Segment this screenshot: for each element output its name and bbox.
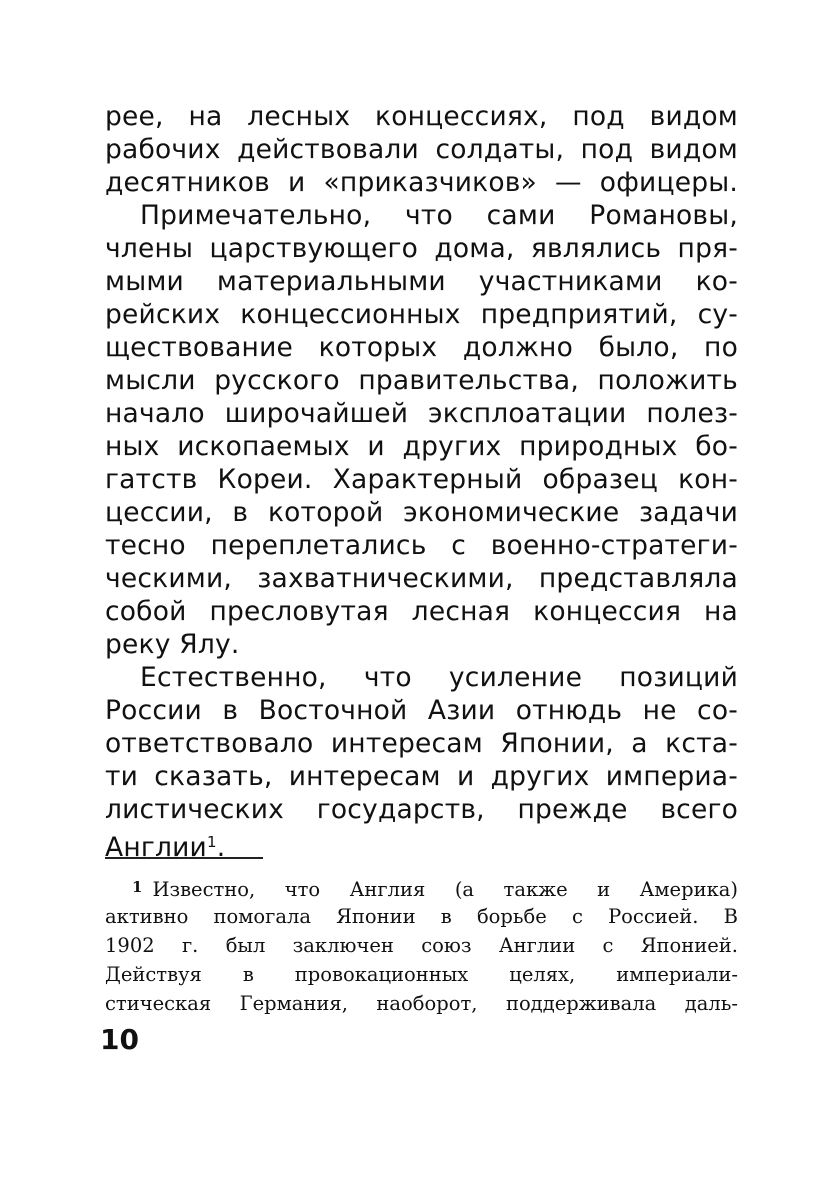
text-line: ществование которых должно было, по	[105, 332, 738, 363]
text-fragment: Англии	[105, 832, 207, 863]
text-line: мысли русского правительства, положить	[105, 365, 738, 396]
text-line: члены царствующего дома, являлись пря-	[105, 233, 738, 264]
footnote-line	[132, 873, 738, 902]
footnote-line: активно помогала Японии в борьбе с Россией. В	[105, 905, 738, 928]
text-line: реку Ялу.	[105, 629, 240, 660]
paragraph-start: Естественно, что усиление позиций	[140, 662, 738, 693]
footnote-reference[interactable]: 1	[206, 833, 217, 851]
text-line: начало широчайшей эксплоатации полез-	[105, 398, 738, 429]
page-number: 10	[100, 1023, 139, 1056]
footnote-line: стическая Германия, наоборот, поддерживала даль-	[105, 992, 738, 1015]
text-line: рейских концессионных предприятий, су-	[105, 299, 738, 330]
footnote-text: Известно, что Англия (а также и Америка)	[152, 878, 738, 901]
text-line: листических государств, прежде всего	[105, 794, 738, 825]
text-line: рабочих действовали солдаты, под видом	[105, 134, 738, 165]
footnote-line: Действуя в провокационных целях, империали-	[105, 963, 738, 986]
text-line: гатств Кореи. Характерный образец кон-	[105, 464, 738, 495]
paragraph-start: Примечательно, что сами Романовы,	[140, 200, 738, 231]
text-line: собой пресловутая лесная концессия на	[105, 596, 738, 627]
text-line: Англии$^1$.	[105, 832, 226, 863]
text-line: десятников и «приказчиков» — офицеры.	[105, 167, 738, 198]
footnote-separator	[105, 857, 263, 859]
text-line: ответствовало интересам Японии, а кста-	[105, 728, 738, 759]
text-line: России в Восточной Азии отнюдь не со-	[105, 695, 738, 726]
text-line: ти сказать, интересам и других империа-	[105, 761, 738, 792]
text-line: ных ископаемых и других природных бо-	[105, 431, 738, 462]
text-line: цессии, в которой экономические задачи	[105, 497, 738, 528]
footnote-marker: 1	[132, 878, 143, 896]
text-line: рее, на лесных концессиях, под видом	[105, 101, 738, 132]
text-line: ческими, захватническими, представляла	[105, 563, 738, 594]
text-line: мыми материальными участниками ко-	[105, 266, 738, 297]
footnote-line: 1902 г. был заключен союз Англии с Японией.	[105, 934, 738, 957]
text-line: тесно переплетались с военно-стратеги-	[105, 530, 738, 561]
